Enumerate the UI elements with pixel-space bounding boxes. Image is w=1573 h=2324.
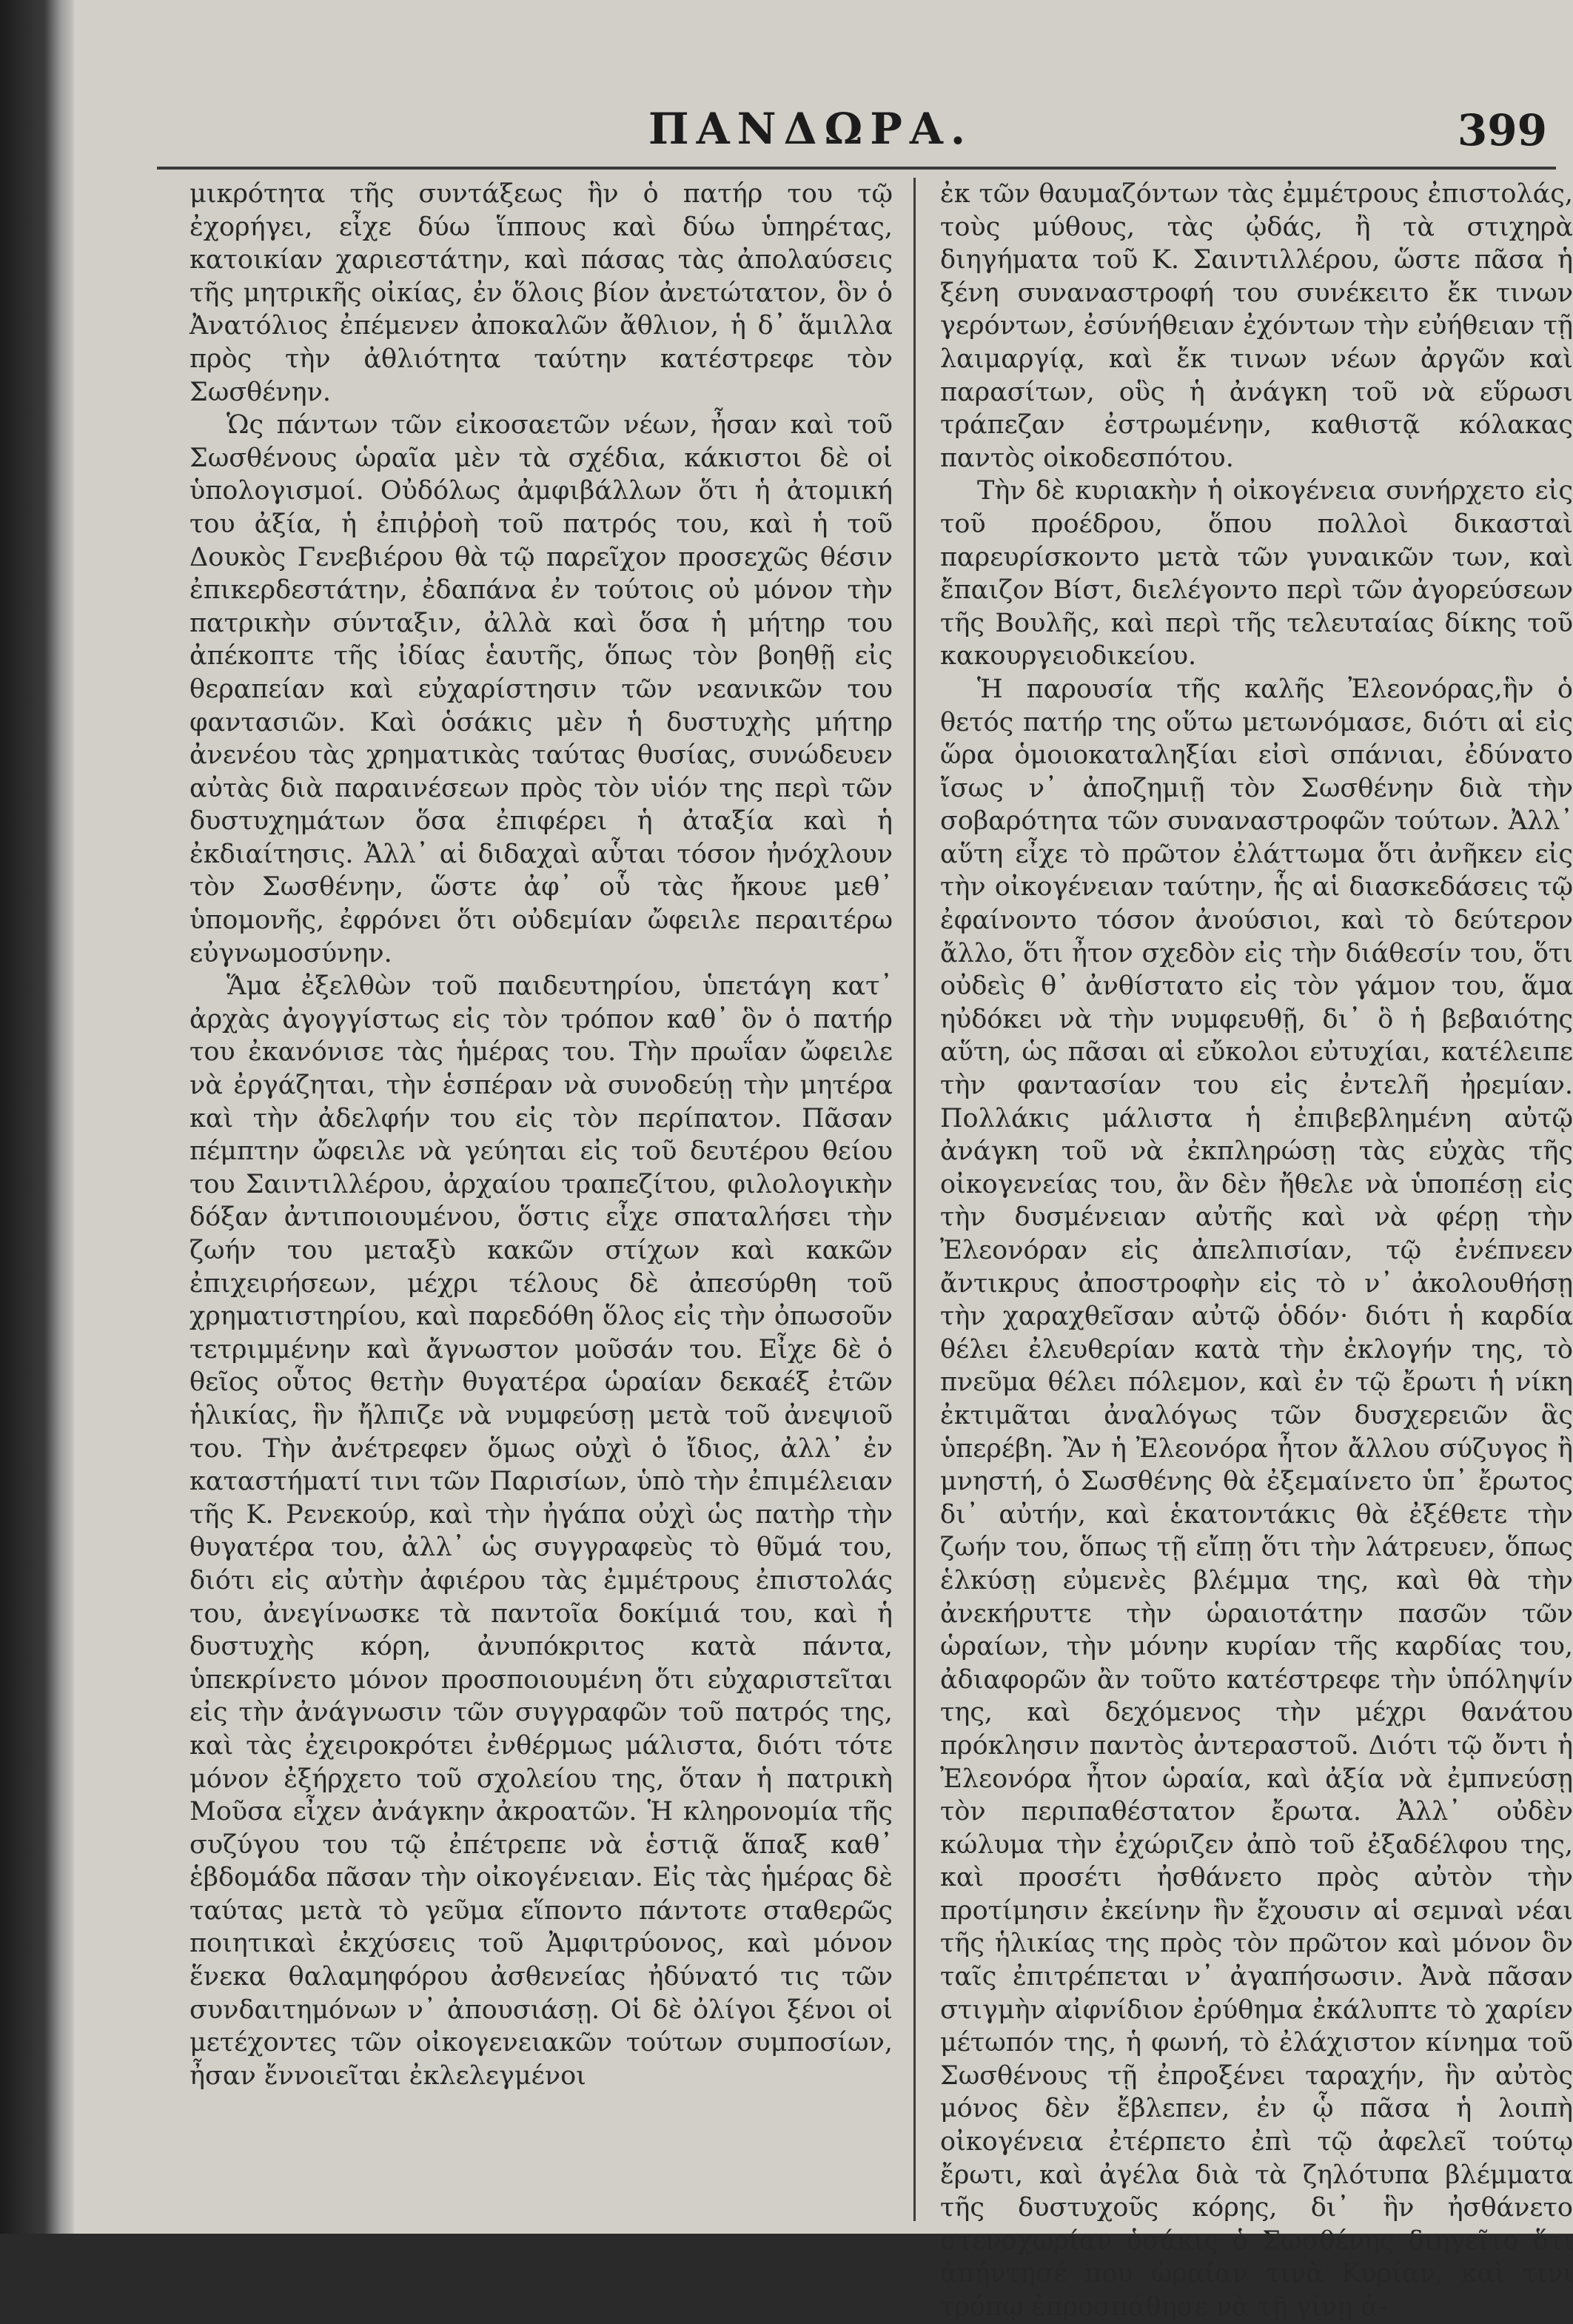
running-header — [74, 104, 1547, 163]
paragraph: Τὴν δὲ κυριακὴν ἡ οἰκογένεια συνήρχετο εἰς τοῦ προέδρου, ὅπου πολλοὶ δικασταὶ παρευρίσκοντο μετὰ τῶν γυναικῶν των, καὶ ἔπαιζον Βίστ, διελέγοντο περὶ τῶν ἀγορεύσεων τῆς Βουλῆς, καὶ περὶ τῆς τελευταίας δίκης τοῦ κακουργειοδικείου. — [940, 476, 1573, 672]
paragraph: Ἡ παρουσία τῆς καλῆς Ἐλεονόρας,ἣν ὁ θετός πατήρ της οὕτω μετωνόμασε, διότι αἱ εἰς ὥρα ὁμοιοκαταληξίαι εἰσὶ σπάνιαι, ἐδύνατο ἴσως ν᾽ ἀποζημιῇ τὸν Σωσθένην διὰ τὴν σοβαρότητα τῶν συναναστροφῶν τούτων. Ἀλλ᾽ αὕτη εἶχε τὸ πρῶτον ἐλάττωμα ὅτι ἀνῆκεν εἰς τὴν οἰκογένειαν ταύτην, ἧς αἱ διασκεδάσεις τῷ ἐφαίνοντο τόσον ἀνούσιοι, καὶ τὸ δεύτερον ἄλλο, ὅτι ἦτον σχεδὸν εἰς τὴν διάθεσίν του, ὅτι οὐδεὶς θ᾽ ἀνθίστατο εἰς τὸν γάμον του, ἅμα ηὐδόκει νὰ τὴν νυμφευθῇ, δι᾽ ὃ ἡ βεβαιότης αὕτη, ὡς πᾶσαι αἱ εὔκολοι εὐτυχίαι, κατέλειπε τὴν φαντασίαν του εἰς ἐντελῆ ἠρεμίαν. Πολλάκις μάλιστα ἡ ἐπιβεβλημένη αὐτῷ ἀνάγκη τοῦ νὰ ἐκπληρώσῃ τὰς εὐχὰς τῆς οἰκογενείας του, ἂν δὲν ἤθελε νὰ ὑποπέσῃ εἰς τὴν δυσμένειαν αὐτῆς καὶ νὰ φέρῃ τὴν Ἐλεονόραν εἰς ἀπελπισίαν, τῷ ἐνέπνεεν ἄντικρυς ἀποστροφὴν εἰς τὸ ν᾽ ἀκολουθήσῃ τὴν χαραχθεῖσαν αὐτῷ ὁδόν· διότι ἡ καρδία θέλει ἐλευθερίαν κατὰ τὴν ἐκλογήν της, τὸ πνεῦμα θέλει πόλεμον, καὶ ἐν τῷ ἔρωτι ἡ νίκη ἐκτιμᾶται ἀναλόγως τῶν δυσχερειῶν ἃς ὑπερέβη. Ἂν ἡ Ἐλεονόρα ἦτον ἄλλου σύζυγος ἢ μνηστή, ὁ Σωσθένης θὰ ἐξεμαίνετο ὑπ᾽ ἔρωτος δι᾽ αὐτήν, καὶ ἑκατοντάκις θὰ ἐξέθετε τὴν ζωήν του, ὅπως τῇ εἴπῃ ὅτι τὴν λάτρευεν, ὅπως ἑλκύσῃ εὐμενὲς βλέμμα της, καὶ θὰ τὴν ἀνεκήρυττε τὴν ὡραιοτάτην πασῶν τῶν ὡραίων, τὴν μόνην κυρίαν τῆς καρδίας του, ἀδιαφορῶν ἂν τοῦτο κατέστρεφε τὴν ὑπόληψίν της, καὶ δεχόμενος τὴν μέχρι θανάτου πρόκλησιν παντὸς ἀντεραστοῦ. Διότι τῷ ὄντι ἡ Ἐλεονόρα ἦτον ὡραία, καὶ ἀξία νὰ ἐμπνεύσῃ τὸν περιπαθέστατον ἔρωτα. Ἀλλ᾽ οὐδὲν κώλυμα τὴν ἐχώριζεν ἀπὸ τοῦ ἐξαδέλφου της, καὶ προσέτι ἠσθάνετο πρὸς αὐτὸν τὴν προτίμησιν ἐκείνην ἣν ἔχουσιν αἱ σεμναὶ νέαι τῆς ἡλικίας της πρὸς τὸν πρῶτον καὶ μόνον ὃν ταῖς ἐπιτρέπεται ν᾽ ἀγαπήσωσιν. Ἀνὰ πᾶσαν στιγμὴν αἰφνίδιον ἐρύθημα ἐκάλυπτε τὸ χαρίεν μέτωπόν της, ἡ φωνή, τὸ ἐλάχιστον κίνημα τοῦ Σωσθένους τῇ ἐπροξένει ταραχήν, ἣν αὐτὸς μόνος δὲν ἔβλεπεν, ἐν ᾧ πᾶσα ἡ λοιπὴ οἰκογένεια ἐτέρπετο ἐπὶ τῷ ἀφελεῖ τούτῳ ἔρωτι, καὶ ἀγέλα διὰ τὰ ζηλότυπα βλέμματα τῆς δυστυχοῦς κόρης, δι᾽ ἣν ἠσθάνετο στενοχωρίαν ὁσάκις ὁ Σωσθένης διηγεῖτο ὅτι ἀπήντησέ που ὡραίαν τινὰ Κυρίαν, καὶ τινι τρόπῳ ἐπροσπάθησε νὰ τῇ γίνῃ ἀ- — [940, 674, 1573, 2322]
header-rule — [157, 167, 1556, 170]
paragraph: ἐκ τῶν θαυμαζόντων τὰς ἐμμέτρους ἐπιστολάς, τοὺς μύθους, τὰς ᾠδάς, ἢ τὰ στιχηρὰ διηγήματα τοῦ Κ. Σαιντιλλέρου, ὥστε πᾶσα ἡ ξένη συναναστροφή του συνέκειτο ἔκ τινων γερόντων, ἐσύνήθειαν ἐχόντων τὴν εὐήθειαν τῇ λαιμαργίᾳ, καὶ ἔκ τινων νέων ἀργῶν καὶ παρασίτων, οὓς ἡ ἀνάγκη τοῦ νὰ εὕρωσι τράπεζαν ἐστρωμένην, καθιστᾷ κόλακας παντὸς οἰκοδεσπότου. — [940, 179, 1573, 473]
right-column — [940, 178, 1573, 2322]
paragraph: Ὡς πάντων τῶν εἰκοσαετῶν νέων, ἦσαν καὶ τοῦ Σωσθένους ὡραῖα μὲν τὰ σχέδια, κάκιστοι δὲ οἱ ὑπολογισμοί. Οὐδόλως ἀμφιβάλλων ὅτι ἡ ἀτομική του ἀξία, ἡ ἐπιῤῥοὴ τοῦ πατρός του, καὶ ἡ τοῦ Δουκὸς Γενεβιέρου θὰ τῷ παρεῖχον προσεχῶς θέσιν ἐπικερδεστάτην, ἐδαπάνα ἐν τούτοις οὐ μόνον τὴν πατρικὴν σύνταξιν, ἀλλὰ καὶ ὅσα ἡ μήτηρ του ἀπέκοπτε τῆς ἰδίας ἑαυτῆς, ὅπως τὸν βοηθῇ εἰς θεραπείαν καὶ εὐχαρίστησιν τῶν νεανικῶν του φαντασιῶν. Καὶ ὁσάκις μὲν ἡ δυστυχὴς μήτηρ ἀνενέου τὰς χρηματικὰς ταύτας θυσίας, συνώδευεν αὐτὰς διὰ παραινέσεων πρὸς τὸν υἱόν της περὶ τῶν δυστυχημάτων ὅσα ἐπιφέρει ἡ ἀταξία καὶ ἡ ἐκδιαίτησις. Ἀλλ᾽ αἱ διδαχαὶ αὗται τόσον ἠνόχλουν τὸν Σωσθένην, ὥστε ἀφ᾽ οὗ τὰς ἤκουε μεθ᾽ ὑπομονῆς, ἐφρόνει ὅτι οὐδεμίαν ὤφειλε περαιτέρω εὐγνωμοσύνην. — [190, 410, 893, 968]
page-number: 399 — [1457, 105, 1547, 155]
left-column — [190, 178, 893, 2221]
journal-title: ΠΑΝΔΩΡΑ. — [648, 104, 973, 154]
book-page — [74, 0, 1573, 2322]
paragraph: Ἅμα ἐξελθὼν τοῦ παιδευτηρίου, ὑπετάγη κατ᾽ ἀρχὰς ἀγογγίστως εἰς τὸν τρόπον καθ᾽ ὃν ὁ πατήρ του ἐκανόνισε τὰς ἡμέρας του. Τὴν πρωΐαν ὤφειλε νὰ ἐργάζηται, τὴν ἑσπέραν νὰ συνοδεύῃ τὴν μητέρα καὶ τὴν ἀδελφήν του εἰς τὸν περίπατον. Πᾶσαν πέμπτην ὤφειλε νὰ γεύηται εἰς τοῦ δευτέρου θείου του Σαιντιλλέρου, ἀρχαίου τραπεζίτου, φιλολογικὴν δόξαν ἀντιποιουμένου, ὅστις εἶχε σπαταλήσει τὴν ζωήν του μεταξὺ κακῶν στίχων καὶ κακῶν ἐπιχειρήσεων, μέχρι τέλους δὲ ἀπεσύρθη τοῦ χρηματιστηρίου, καὶ παρεδόθη ὅλος εἰς τὴν ὀπωσοῦν τετριμμένην καὶ ἄγνωστον μοῦσάν του. Εἶχε δὲ ὁ θεῖος οὗτος θετὴν θυγατέρα ὡραίαν δεκαέξ ἐτῶν ἡλικίας, ἣν ἤλπιζε νὰ νυμφεύσῃ μετὰ τοῦ ἀνεψιοῦ του. Τὴν ἀνέτρεφεν ὅμως οὐχὶ ὁ ἴδιος, ἀλλ᾽ ἐν καταστήματί τινι τῶν Παρισίων, ὑπὸ τὴν ἐπιμέλειαν τῆς Κ. Ρενεκούρ, καὶ τὴν ἠγάπα οὐχὶ ὡς πατὴρ τὴν θυγατέρα του, ἀλλ᾽ ὡς συγγραφεὺς τὸ θῦμά του, διότι εἰς αὐτὴν ἀφιέρου τὰς ἐμμέτρους ἐπιστολάς του, ἀνεγίνωσκε τὰ παντοῖα δοκίμιά του, καὶ ἡ δυστυχὴς κόρη, ἀνυπόκριτος κατὰ πάντα, ὑπεκρίνετο μόνον προσποιουμένη ὅτι εὐχαριστεῖται εἰς τὴν ἀνάγνωσιν τῶν συγγραφῶν τοῦ πατρός της, καὶ τὰς ἐχειροκρότει ἐνθέρμως μάλιστα, διότι τότε μόνον ἐξήρχετο τοῦ σχολείου της, ὅταν ἡ πατρικὴ Μοῦσα εἶχεν ἀνάγκην ἀκροατῶν. Ἡ κληρονομία τῆς συζύγου του τῷ ἐπέτρεπε νὰ ἑστιᾷ ἅπαξ καθ᾽ ἑβδομάδα πᾶσαν τὴν οἰκογένειαν. Εἰς τὰς ἡμέρας δὲ ταύτας μετὰ τὸ γεῦμα εἵποντο πάντοτε σταθερῶς ποιητικαὶ ἐκχύσεις τοῦ Ἀμφιτρύονος, καὶ μόνον ἕνεκα θαλαμηφόρου ἀσθενείας ἠδύνατό τις τῶν συνδαιτημόνων ν᾽ ἀπουσιάσῃ. Οἱ δὲ ὀλίγοι ξένοι οἱ μετέχοντες τῶν οἰκογενειακῶν τούτων συμποσίων, ἦσαν ἔννοιεῖται ἐκλελεγμένοι — [190, 971, 893, 2091]
paragraph: μικρότητα τῆς συντάξεως ἣν ὁ πατήρ του τῷ ἐχορήγει, εἶχε δύω ἵππους καὶ δύω ὑπηρέτας, κατοικίαν χαριεστάτην, καὶ πάσας τὰς ἀπολαύσεις τῆς μητρικῆς οἰκίας, ἐν ὅλοις βίον ἀνετώτατον, ὃν ὁ Ἀνατόλιος ἐπέμενεν ἀποκαλῶν ἄθλιον, ἡ δ᾽ ἅμιλλα πρὸς τὴν ἀθλιότητα ταύτην κατέστρεφε τὸν Σωσθένην. — [190, 179, 893, 407]
column-divider — [913, 178, 916, 2221]
